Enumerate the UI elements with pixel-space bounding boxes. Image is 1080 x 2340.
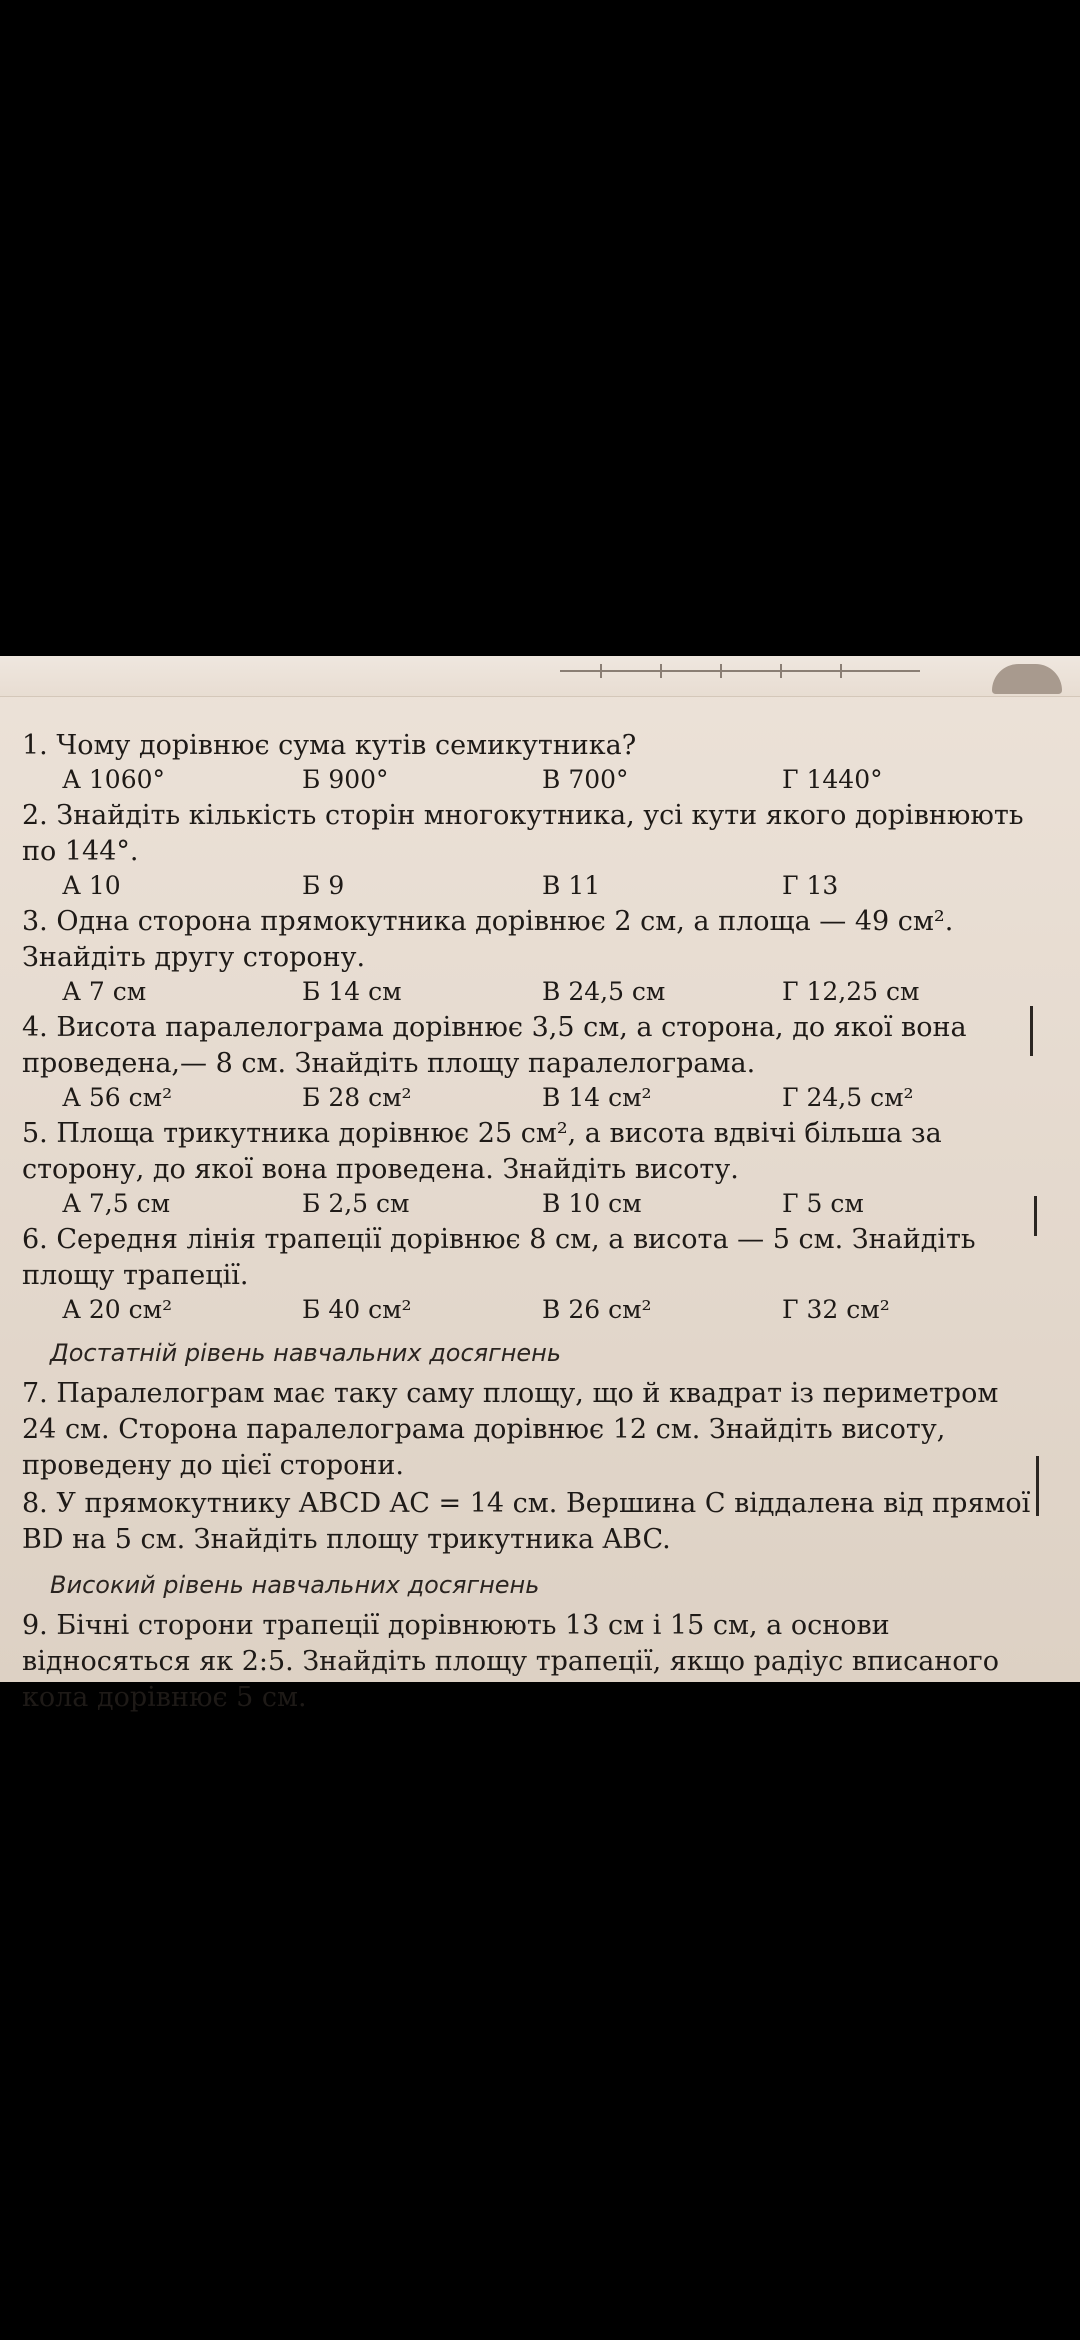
option-v: В 11 <box>542 871 601 900</box>
question-8 <box>22 1486 1032 1558</box>
question-text <box>22 798 1032 870</box>
option-a: А 7 см <box>62 977 147 1006</box>
question-body: Середня лінія трапеції дорівнює 8 см, а висота — 5 см. Знайдіть площу трапеції. <box>22 1224 976 1291</box>
answer-options <box>22 1294 1032 1326</box>
margin-mark <box>1036 1456 1039 1516</box>
question-2 <box>22 798 1032 902</box>
question-4 <box>22 1010 1032 1114</box>
question-number: 8. <box>22 1488 48 1519</box>
option-b: Б 28 см² <box>302 1083 412 1112</box>
option-b: Б 2,5 см <box>302 1189 410 1218</box>
option-g: Г 32 см² <box>782 1295 890 1324</box>
option-b: Б 14 см <box>302 977 402 1006</box>
question-body: Площа трикутника дорівнює 25 см², а висота вдвічі більша за сторону, до якої вона проведена. Знайдіть висоту. <box>22 1118 942 1185</box>
option-g: Г 5 см <box>782 1189 864 1218</box>
worksheet-photo <box>0 656 1080 1713</box>
ruler-tick <box>720 664 722 678</box>
option-a: А 56 см² <box>62 1083 173 1112</box>
option-g: Г 13 <box>782 871 839 900</box>
option-a: А 7,5 см <box>62 1189 171 1218</box>
question-body: Чому дорівнює сума кутів семикутника? <box>56 730 637 761</box>
question-text <box>22 1116 1032 1188</box>
question-5 <box>22 1116 1032 1220</box>
question-number: 3. <box>22 906 48 937</box>
paper-top-strip <box>0 656 1080 697</box>
option-b: Б 9 <box>302 871 345 900</box>
option-a: А 20 см² <box>62 1295 173 1324</box>
question-number: 1. <box>22 730 48 761</box>
answer-options <box>22 1188 1032 1220</box>
ruler-tick <box>780 664 782 678</box>
question-9 <box>22 1608 1032 1716</box>
question-number: 2. <box>22 800 48 831</box>
margin-mark <box>1034 1196 1037 1236</box>
option-v: В 24,5 см <box>542 977 666 1006</box>
question-number: 4. <box>22 1012 48 1043</box>
worksheet-text <box>22 728 1032 1718</box>
question-body: Бічні сторони трапеції дорівнюють 13 см і 15 см, а основи відносяться як 2:5. Знайдіть площу трапеції, якщо радіус вписаного кола дорівнює 5 см. <box>22 1610 999 1713</box>
question-6 <box>22 1222 1032 1326</box>
option-v: В 14 см² <box>542 1083 652 1112</box>
option-a: А 10 <box>62 871 121 900</box>
question-body: Одна сторона прямокутника дорівнює 2 см, а площа — 49 см². Знайдіть другу сторону. <box>22 906 954 973</box>
question-number: 7. <box>22 1378 48 1409</box>
option-g: Г 1440° <box>782 765 883 794</box>
question-text <box>22 728 1032 764</box>
section-heading-high: Високий рівень навчальних досягнень <box>50 1571 540 1599</box>
option-b: Б 900° <box>302 765 389 794</box>
option-v: В 700° <box>542 765 629 794</box>
question-text <box>22 1010 1032 1082</box>
question-1 <box>22 728 1032 796</box>
option-v: В 10 см <box>542 1189 642 1218</box>
question-number: 9. <box>22 1610 48 1641</box>
option-b: Б 40 см² <box>302 1295 412 1324</box>
section-heading-sufficient: Достатній рівень навчальних досягнень <box>50 1339 562 1367</box>
question-number: 5. <box>22 1118 48 1149</box>
question-body: У прямокутнику ABCD AC = 14 см. Вершина C віддалена від прямої BD на 5 см. Знайдіть площу трикутника ABC. <box>22 1488 1031 1555</box>
option-a: А 1060° <box>62 765 166 794</box>
question-body: Висота паралелограма дорівнює 3,5 см, а сторона, до якої вона проведена,— 8 см. Знайдіть площу паралелограма. <box>22 1012 967 1079</box>
ruler-line <box>560 670 920 672</box>
question-text <box>22 904 1032 976</box>
question-3 <box>22 904 1032 1008</box>
answer-options <box>22 1082 1032 1114</box>
ruler-tick <box>660 664 662 678</box>
question-number: 6. <box>22 1224 48 1255</box>
ruler-tick <box>840 664 842 678</box>
option-g: Г 24,5 см² <box>782 1083 914 1112</box>
answer-options <box>22 976 1032 1008</box>
answer-options <box>22 870 1032 902</box>
option-g: Г 12,25 см <box>782 977 920 1006</box>
question-body: Паралелограм має таку саму площу, що й квадрат із периметром 24 см. Сторона паралелограма дорівнює 12 см. Знайдіть висоту, проведену до цієї сторони. <box>22 1378 999 1481</box>
corner-object <box>992 664 1062 694</box>
question-body: Знайдіть кількість сторін многокутника, усі кути якого дорівнюють по 144°. <box>22 800 1024 867</box>
question-7 <box>22 1376 1032 1484</box>
ruler-tick <box>600 664 602 678</box>
question-text <box>22 1222 1032 1294</box>
answer-options <box>22 764 1032 796</box>
option-v: В 26 см² <box>542 1295 652 1324</box>
